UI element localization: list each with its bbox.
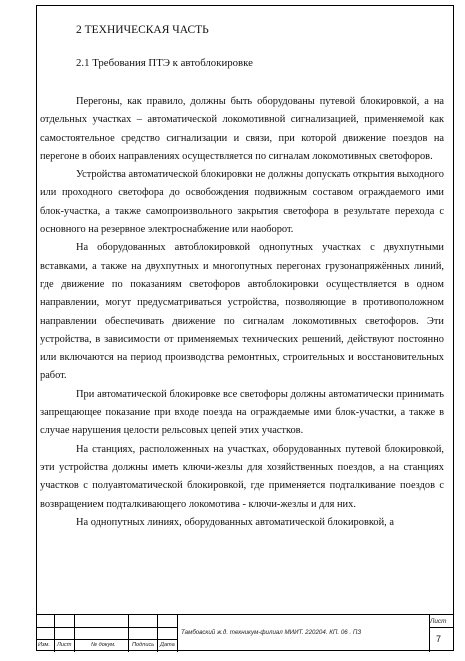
stamp-label-docnum: № докум. — [91, 642, 116, 648]
stamp-col-line — [54, 615, 55, 652]
stamp-row-line — [36, 627, 177, 628]
paragraph: Перегоны, как правило, должны быть оборудованы путевой блокировкой, а на отдельных участках – автоматической локомотивной сигнализацией, применяемой как самостоятельное средство сигнализации и связи, при которой движение поездов на перегоне в обоих направлениях осуществляется по сигналам локомотивных светофоров. — [40, 96, 444, 162]
paragraph: На станциях, расположенных на участках, оборудованных путевой блокировкой, эти устройства должны иметь ключи-жезлы для хозяйственных поездов, а на станциях участков с полуавтоматической блокировкой, где применяется подталкивание поездов с возвращением подталкивающего локомотива - ключи-жезлы и для них. — [40, 443, 444, 510]
stamp-label-sheet: Лист — [57, 642, 72, 648]
sheet-label: Лист — [430, 618, 447, 625]
paragraph: Устройства автоматической блокировки не должны допускать открытия выходного или проходного светофора до освобождения подвижным составом ограждаемого ими блок-участка, а также самопроизвольного закрытия светофора в результате перехода с основного на резервное электроснабжение или наоборот. — [40, 169, 444, 236]
sheet-number: 7 — [436, 634, 442, 644]
stamp-col-line — [177, 615, 178, 652]
section-heading: 2 ТЕХНИЧЕСКАЯ ЧАСТЬ — [76, 24, 209, 36]
stamp-col-line — [74, 615, 75, 652]
stamp-row-line — [36, 639, 177, 640]
stamp-col-line — [128, 615, 129, 652]
stamp-label-change: Изм. — [38, 642, 50, 648]
paragraph: На оборудованных автоблокировкой однопутных участках с двухпутными вставками, а также на двухпутных и многопутных перегонах грузонапряжённых линий, где движение по показаниям светофоров автоблокировки осуществляется в одном направлении, могут предусматриваться устройства, позволяющие в противоположном направлении обеспечивать движение по сигналам локомотивных светофоров. Эти устройства, в зависимости от применяемых технических решений, действуют постоянно или включаются на период производства ремонтных, строительных и восстановительных работ. — [40, 242, 444, 382]
paragraph: На однопутных линиях, оборудованных автоматической блокировкой, а — [76, 516, 394, 528]
sheet-cell-line — [429, 627, 454, 628]
title-block — [36, 614, 454, 651]
subsection-heading: 2.1 Требования ПТЭ к автоблокировке — [76, 57, 253, 69]
document-body — [40, 93, 444, 532]
stamp-col-line — [157, 615, 158, 652]
stamp-label-signature: Подпись — [132, 642, 155, 648]
paragraph: При автоматической блокировке все светофоры должны автоматически принимать запрещающее показание при входе поезда на ограждаемые ими блок-участки, а также в случае нарушения целости рельсовых цепей этих участков. — [40, 388, 444, 437]
stamp-label-date: Дата — [160, 642, 175, 648]
document-code: Тамбовский ж.д. техникум-филиал МИИТ. 220204. КП. 06 . ПЗ — [181, 629, 362, 636]
